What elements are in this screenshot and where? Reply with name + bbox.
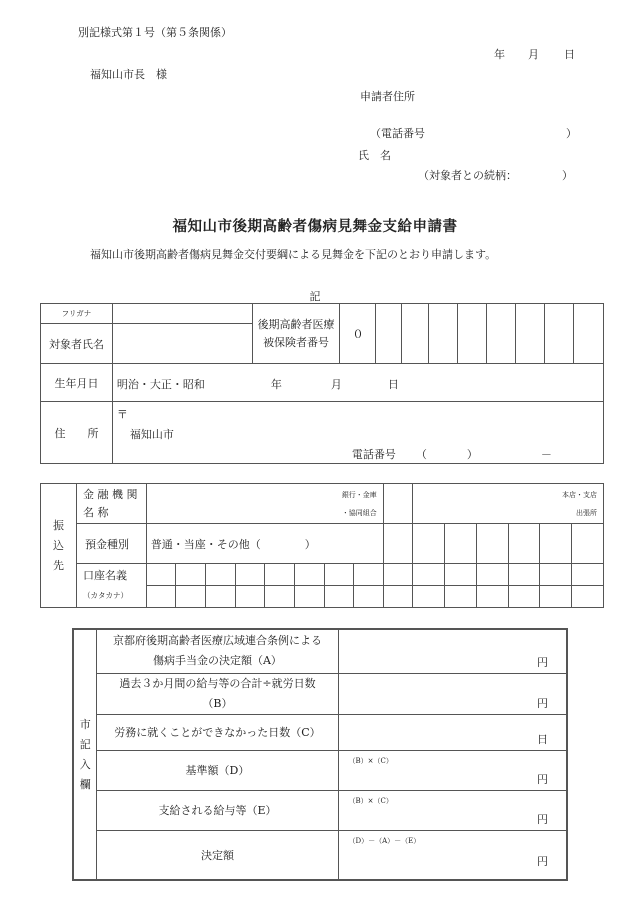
holder-box[interactable] <box>445 586 477 608</box>
row-a-label-line1: 京都府後期高齢者医療広域連合条例による <box>112 634 322 648</box>
row-final-unit: 円 <box>537 855 548 868</box>
holder-box[interactable] <box>383 564 413 586</box>
holder-box[interactable] <box>206 586 236 608</box>
branch-type-line1: 本店・支店 <box>562 491 597 499</box>
row-d-value[interactable] <box>338 750 567 790</box>
birth-month-unit: 月 <box>330 378 342 391</box>
holder-box[interactable] <box>146 564 176 586</box>
row-final-value[interactable] <box>338 830 567 880</box>
holder-box[interactable] <box>445 564 477 586</box>
account-digit-1[interactable] <box>383 524 413 564</box>
account-digit-5[interactable] <box>508 524 540 564</box>
insured-digit-8[interactable] <box>545 304 574 364</box>
row-a-value[interactable] <box>338 629 567 673</box>
office-char-1: 市 <box>79 717 91 731</box>
row-d-formula: （B）×（C） <box>348 756 393 765</box>
holder-box[interactable] <box>476 564 508 586</box>
address-label: 住 所 <box>41 402 113 464</box>
row-final-formula: （D）－（A）－（E） <box>348 836 421 845</box>
transfer-char-2: 込 <box>52 538 64 552</box>
transfer-char-1: 振 <box>52 518 64 532</box>
insured-digit-6[interactable] <box>487 304 516 364</box>
page-title: 福知山市後期高齢者傷病見舞金支給申請書 <box>172 218 458 235</box>
holder-box[interactable] <box>540 586 572 608</box>
row-b-label <box>97 673 338 714</box>
insured-number-label-line2: 被保険者番号 <box>263 335 330 349</box>
holder-box[interactable] <box>176 564 206 586</box>
date-year: 年 <box>494 48 505 61</box>
row-b-label-line1: 過去３か月間の給与等の合計÷就労日数 <box>119 676 316 690</box>
holder-box[interactable] <box>235 564 265 586</box>
holder-box[interactable] <box>146 586 176 608</box>
holder-box[interactable] <box>413 586 445 608</box>
birthdate-label: 生年月日 <box>41 364 113 402</box>
bank-name-label-line2: 名 称 <box>82 505 109 519</box>
row-e-label: 支給される給与等（E） <box>97 790 338 830</box>
account-type-options[interactable]: 普通・当座・その他（ ） <box>146 524 383 564</box>
applicant-address-label: 申請者住所 <box>360 90 415 103</box>
office-char-2: 記 <box>79 737 91 751</box>
row-c-label: 労務に就くことができなかった日数（C） <box>97 714 338 750</box>
office-use-label <box>73 629 97 880</box>
birth-day-unit: 日 <box>387 378 399 391</box>
holder-box[interactable] <box>572 564 604 586</box>
holder-box[interactable] <box>294 586 324 608</box>
holder-box[interactable] <box>235 586 265 608</box>
account-digit-4[interactable] <box>476 524 508 564</box>
phone-open: （ <box>415 448 427 461</box>
account-digit-2[interactable] <box>413 524 445 564</box>
furigana-field[interactable] <box>112 304 252 324</box>
row-b-label-line2: （B） <box>202 696 233 710</box>
date-month: 月 <box>528 48 539 61</box>
office-char-4: 欄 <box>79 777 91 791</box>
transfer-char-3: 先 <box>52 558 64 572</box>
insured-digit-1[interactable]: ０ <box>340 304 376 364</box>
holder-box[interactable] <box>508 586 540 608</box>
furigana-label: フリガナ <box>41 304 113 324</box>
insured-digit-9[interactable] <box>573 304 603 364</box>
row-a-unit: 円 <box>537 655 548 669</box>
phone-dash: － <box>540 448 552 461</box>
row-final-label: 決定額 <box>97 830 338 880</box>
insured-digit-5[interactable] <box>458 304 487 364</box>
holder-label-kana: （カタカナ） <box>82 590 128 600</box>
phone-label: 電話番号 <box>351 448 396 461</box>
row-a-label-line2: 傷病手当金の決定額（A） <box>152 654 282 668</box>
insured-digit-7[interactable] <box>516 304 545 364</box>
holder-box[interactable] <box>508 564 540 586</box>
row-c-value[interactable] <box>338 714 567 750</box>
holder-box[interactable] <box>265 586 295 608</box>
era-options: 明治・大正・昭和 <box>116 378 205 391</box>
birth-year-unit: 年 <box>270 378 282 391</box>
bank-name-label-line1: 金 融 機 関 <box>82 487 138 501</box>
row-d-unit: 円 <box>537 772 548 786</box>
holder-box[interactable] <box>324 564 354 586</box>
holder-box[interactable] <box>294 564 324 586</box>
holder-label <box>76 564 146 608</box>
holder-box[interactable] <box>206 564 236 586</box>
holder-box[interactable] <box>572 586 604 608</box>
account-digit-7[interactable] <box>572 524 604 564</box>
bank-transfer-table <box>40 483 604 608</box>
subject-info-table <box>40 303 604 464</box>
holder-box[interactable] <box>324 586 354 608</box>
holder-box[interactable] <box>476 586 508 608</box>
holder-box[interactable] <box>265 564 295 586</box>
holder-box[interactable] <box>540 564 572 586</box>
row-c-unit: 日 <box>537 732 548 746</box>
holder-box[interactable] <box>383 586 413 608</box>
holder-box[interactable] <box>354 586 384 608</box>
applicant-phone-close: ） <box>566 127 577 140</box>
row-e-unit: 円 <box>537 812 548 826</box>
applicant-phone-label: （電話番号 <box>370 127 425 140</box>
bank-name-field[interactable] <box>146 484 383 524</box>
insured-number-label-line1: 後期高齢者医療 <box>257 317 335 331</box>
office-use-table <box>72 628 568 881</box>
branch-type-line2: 出張所 <box>576 509 597 517</box>
holder-label-main: 口座名義 <box>82 568 127 582</box>
row-e-formula: （B）×（C） <box>348 796 393 805</box>
bank-type-line1: 銀行・金庫 <box>341 491 377 499</box>
row-b-value[interactable] <box>338 673 567 714</box>
account-digit-3[interactable] <box>445 524 477 564</box>
addressee: 福知山市長 様 <box>90 68 167 81</box>
insured-digit-2[interactable] <box>376 304 402 364</box>
holder-box[interactable] <box>176 586 206 608</box>
subject-name-label: 対象者氏名 <box>41 324 113 364</box>
bank-name-label <box>76 484 146 524</box>
relation-close: ） <box>562 169 573 182</box>
address-city: 福知山市 <box>129 428 174 441</box>
ki-mark: 記 <box>309 290 321 303</box>
applicant-name-label: 氏 名 <box>358 149 391 162</box>
postal-mark: 〒 <box>116 408 128 421</box>
row-b-unit: 円 <box>537 696 548 710</box>
bank-type-line2: ・協同組合 <box>341 509 377 517</box>
row-d-label: 基準額（D） <box>97 750 338 790</box>
date-day: 日 <box>564 48 575 61</box>
holder-box[interactable] <box>354 564 384 586</box>
address-field[interactable] <box>112 402 603 464</box>
form-number: 別記様式第１号（第５条関係） <box>78 26 232 39</box>
insured-number-label <box>252 304 340 364</box>
row-a-label <box>97 629 338 673</box>
bank-spacer <box>383 484 413 524</box>
relation-label: （対象者との続柄： <box>418 169 517 182</box>
phone-close: ） <box>466 448 478 461</box>
subject-name-field[interactable] <box>112 324 252 364</box>
account-digit-6[interactable] <box>540 524 572 564</box>
intro-text: 福知山市後期高齢者傷病見舞金交付要綱による見舞金を下記のとおり申請します。 <box>90 248 497 261</box>
office-char-3: 入 <box>79 757 91 771</box>
branch-name-field[interactable] <box>413 484 604 524</box>
holder-box[interactable] <box>413 564 445 586</box>
insured-digit-3[interactable] <box>402 304 429 364</box>
insured-digit-4[interactable] <box>429 304 458 364</box>
birthdate-field[interactable] <box>112 364 603 402</box>
row-e-value[interactable] <box>338 790 567 830</box>
account-type-label: 預金種別 <box>76 524 146 564</box>
transfer-section-label <box>41 484 77 608</box>
